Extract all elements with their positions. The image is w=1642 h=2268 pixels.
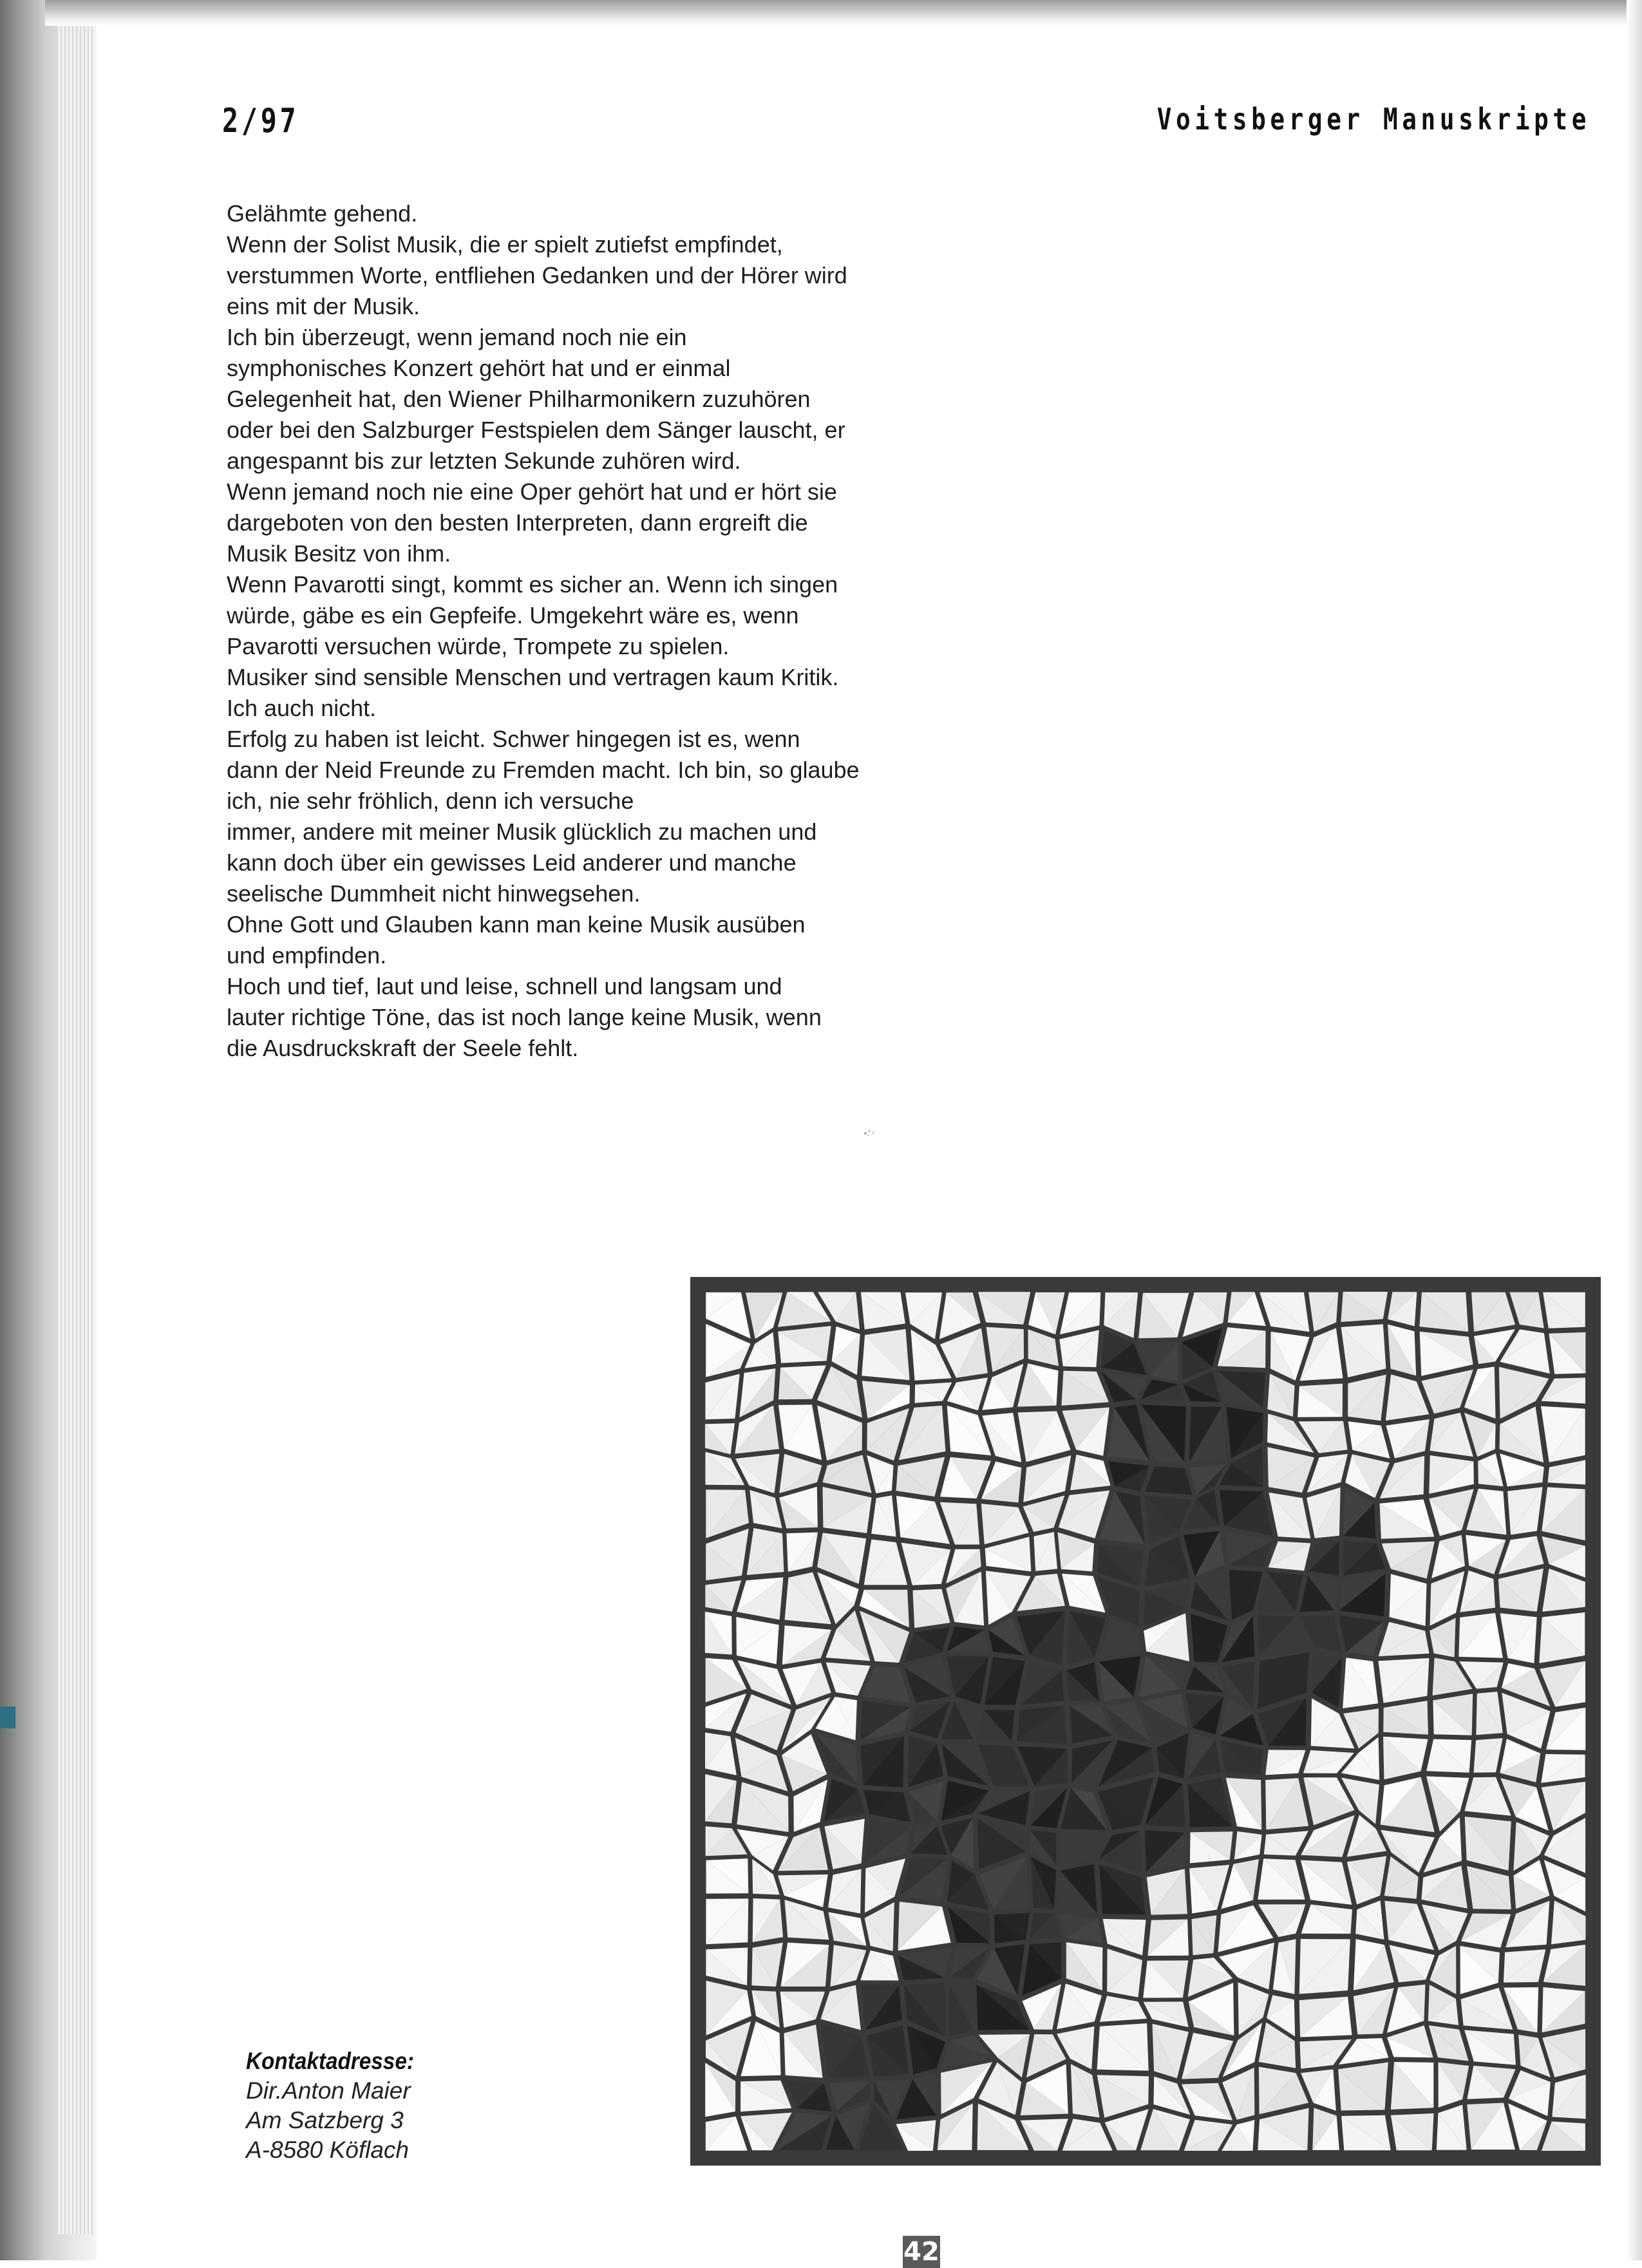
- body-line: würde, gäbe es ein Gepfeife. Umgekehrt wäre es, wenn: [227, 602, 799, 628]
- contact-city: A-8580 Köflach: [246, 2137, 410, 2163]
- contact-block: [246, 2046, 433, 2165]
- page-number: 42: [903, 2237, 939, 2267]
- mosaic-light-tile: [1057, 2027, 1095, 2070]
- body-line: Gelegenheit hat, den Wiener Philharmonikern zuzuhören: [227, 386, 811, 412]
- body-line: dargeboten von den besten Interpreten, dann ergreift die: [227, 509, 808, 536]
- body-line: ich, nie sehr fröhlich, denn ich versuche: [227, 788, 634, 814]
- body-line: symphonisches Konzert gehört hat und er einmal: [227, 355, 731, 381]
- body-line: Gelähmte gehend.: [227, 200, 418, 227]
- page-stack-lines: [57, 26, 95, 2235]
- body-line: eins mit der Musik.: [227, 293, 420, 319]
- article-body: [227, 198, 909, 1064]
- body-line: Musiker sind sensible Menschen und vertragen kaum Kritik.: [227, 664, 839, 690]
- mosaic-light-tile: [1499, 1367, 1549, 1419]
- body-line: Pavarotti versuchen würde, Trompete zu spielen.: [227, 633, 730, 659]
- body-line: Ich bin überzeugt, wenn jemand noch nie ein: [227, 324, 687, 350]
- body-line: Musik Besitz von ihm.: [227, 540, 451, 567]
- body-line: verstummen Worte, entfliehen Gedanken und der Hörer wird: [227, 262, 847, 288]
- body-line: immer, andere mit meiner Musik glücklich zu machen und: [227, 818, 817, 845]
- body-line: angespannt bis zur letzten Sekunde zuhören wird.: [227, 448, 741, 474]
- contact-name: Dir.Anton Maier: [246, 2077, 411, 2104]
- publication-title: Voitsberger Manuskripte: [1156, 102, 1590, 137]
- body-line: Wenn der Solist Musik, die er spielt zutiefst empfindet,: [227, 231, 783, 258]
- scan-top-edge: [45, 0, 1642, 26]
- body-line: und empfinden.: [227, 942, 387, 969]
- body-line: kann doch über ein gewisses Leid anderer und manche: [227, 849, 797, 876]
- contact-heading: Kontaktadresse:: [246, 2048, 414, 2074]
- body-line: Hoch und tief, laut und leise, schnell und langsam und: [227, 973, 782, 999]
- mosaic-light-tile: [1301, 1815, 1354, 1857]
- page-edge-tab: [0, 1706, 15, 1728]
- body-line: Ohne Gott und Glauben kann man keine Musik ausüben: [227, 911, 806, 938]
- body-line: die Ausdruckskraft der Seele fehlt.: [227, 1035, 579, 1061]
- body-line: oder bei den Salzburger Festspielen dem Sänger lauscht, er: [227, 417, 845, 443]
- issue-number: 2/97: [222, 102, 299, 140]
- mosaic-light-tile: [977, 2104, 1029, 2150]
- scan-right-shadow: [1627, 0, 1642, 2260]
- mosaic-artwork: [690, 1277, 1601, 2166]
- body-line: Wenn jemand noch nie eine Oper gehört hat und er hört sie: [227, 478, 837, 505]
- contact-street: Am Satzberg 3: [246, 2107, 404, 2133]
- body-line: dann der Neid Freunde zu Fremden macht. Ich bin, so glaube: [227, 757, 860, 783]
- print-speck: [863, 1127, 877, 1137]
- mosaic-dark-tile: [976, 1985, 1029, 2030]
- body-line: seelische Dummheit nicht hinwegsehen.: [227, 880, 641, 907]
- body-line: Erfolg zu haben ist leicht. Schwer hingegen ist es, wenn: [227, 726, 800, 752]
- mosaic-image: [690, 1277, 1601, 2166]
- body-line: lauter richtige Töne, das ist noch lange keine Musik, wenn: [227, 1004, 822, 1030]
- body-line: Wenn Pavarotti singt, kommt es sicher an. Wenn ich singen: [227, 571, 838, 598]
- body-line: Ich auch nicht.: [227, 695, 377, 721]
